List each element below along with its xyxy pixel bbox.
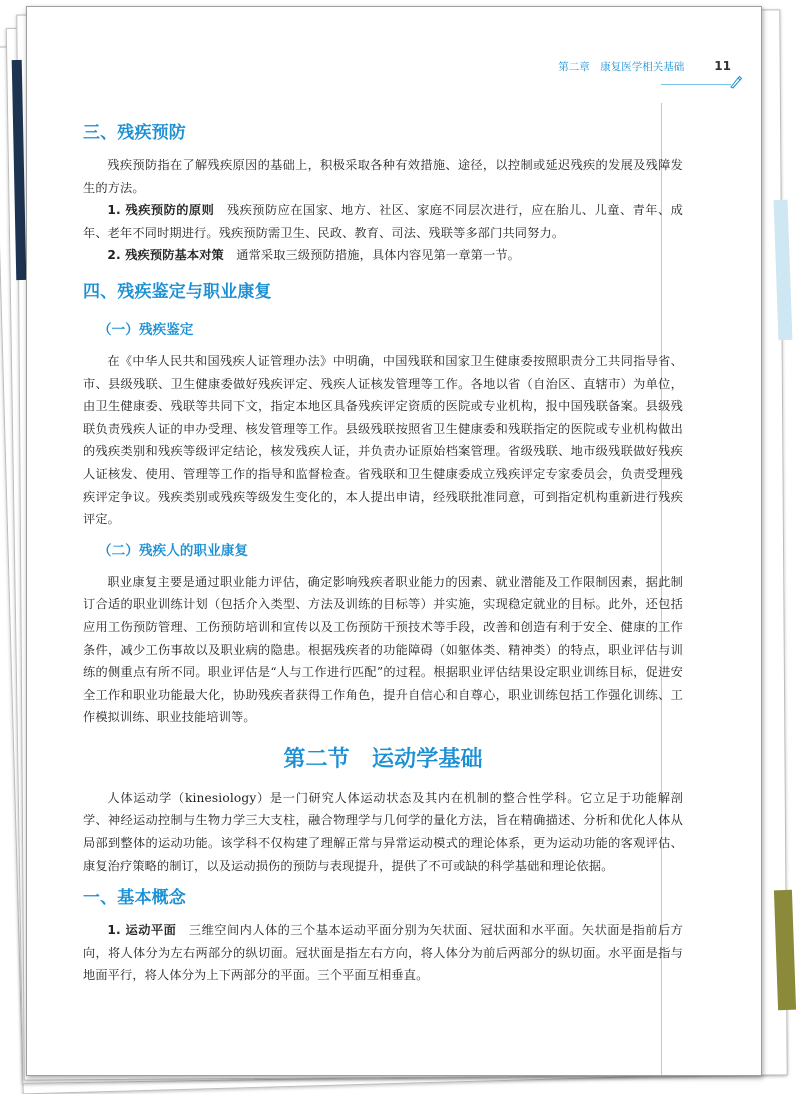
- page-number: 11: [714, 59, 731, 73]
- text-prevention-principles: 残疾预防应在国家、地方、社区、家庭不同层次进行，应在胎儿、儿童、青年、成年、老年不同时期进行。残疾预防需卫生、民政、教育、司法、残联等多部门共同努力。: [83, 203, 683, 240]
- lead-prevention-principles: 1. 残疾预防的原则: [107, 203, 215, 218]
- paragraph-disability-assessment: 在《中华人民共和国残疾人证管理办法》中明确，中国残联和国家卫生健康委按照职责分工共同指导省、市、县级残联、卫生健康委做好残疾评定、残疾人证核发管理等工作。各地以省（自治区、直辖市）为单位，由卫生健康委、残联等共同下文，指定本地区具备残疾评定资质的医院或专业机构，报中国残联备案。县级残联负责残疾人证的申办受理、核发管理等工作。县级残联按照省卫生健康委和残联指定的医院或专业机构做出的残疾类别和残疾等级评定结论，核发残疾人证，并负责办证原始档案管理。省级残联、地市级残联做好残疾人证核发、使用、管理等工作的指导和监督检查。省残联和卫生健康委成立残疾评定专家委员会，负责受理残疾评定争议。残疾类别或残疾等级发生变化的，本人提出申请，经残联批准同意，可到指定机构重新进行残疾评定。: [83, 353, 683, 527]
- heading-disability-prevention: 三、残疾预防: [83, 123, 186, 143]
- running-head: [558, 59, 731, 74]
- paragraph-vocational-rehab: 职业康复主要是通过职业能力评估，确定影响残疾者职业能力的因素、就业潜能及工作限制因素，据此制订合适的职业训练计划（包括介入类型、方法及训练的目标等）并实施，实现稳定就业的目标。此外，还包括应用工伤预防管理、工伤预防培训和宣传以及工伤预防干预技术等手段，改善和创造有利于安全、健康的工作条件，减少工伤事故以及职业病的隐患。根据残疾者的功能障碍（如躯体类、精神类）的特点，职业评估与训练的侧重点有所不同。职业评估是“人与工作进行匹配”的过程。根据职业评估结果设定职业训练目标，促进安全工作和职业功能最大化，协助残疾者获得工作角色，提升自信心和自尊心，职业训练包括工作强化训练、工作模拟训练、职业技能培训等。: [83, 574, 683, 725]
- lead-prevention-measures: 2. 残疾预防基本对策: [107, 248, 224, 263]
- lead-motion-planes: 1. 运动平面: [107, 923, 177, 938]
- paragraph-motion-planes: [83, 919, 683, 987]
- text-prevention-measures: 通常采取三级预防措施，具体内容见第一章第一节。: [223, 248, 521, 263]
- heading-basic-concepts: 一、基本概念: [83, 888, 186, 909]
- paragraph-prevention-principles: [83, 199, 683, 244]
- pen-icon: [729, 75, 743, 89]
- page-body: [83, 119, 683, 987]
- heading-assessment-vocational: 四、残疾鉴定与职业康复: [83, 281, 272, 302]
- paragraph-prevention-intro: 残疾预防指在了解残疾原因的基础上，积极采取各种有效措施、途径，以控制或延迟残疾的发展及残障发生的方法。: [83, 158, 683, 195]
- book-page: [26, 6, 762, 1076]
- paragraph-kinesiology-intro: 人体运动学（kinesiology）是一门研究人体运动状态及其内在机制的整合性学科。它立足于功能解剖学、神经运动控制与生物力学三大支柱，融合物理学与几何学的量化方法，旨在精确描述、分析和优化人体从局部到整体的运动功能。该学科不仅构建了理解正常与异常运动模式的理论体系，更为运动功能的客观评估、康复治疗策略的制订，以及运动损伤的预防与表现提升，提供了不可或缺的科学基础和理论依据。: [83, 790, 683, 873]
- paragraph-prevention-measures: [83, 244, 683, 267]
- subheading-vocational-rehab: （二）残疾人的职业康复: [98, 542, 249, 559]
- running-head-chapter: 第二章 康复医学相关基础: [558, 61, 685, 73]
- section-title-kinesiology: 第二节 运动学基础: [283, 746, 483, 772]
- subheading-disability-assessment: （一）残疾鉴定: [98, 321, 194, 338]
- text-motion-planes: 三维空间内人体的三个基本运动平面分别为矢状面、冠状面和水平面。矢状面是指前后方向，将人体分为左右两部分的纵切面。冠状面是指左右方向，将人体分为前后两部分的纵切面。水平面是指与地面平行，将人体分为上下两部分的平面。三个平面互相垂直。: [83, 923, 684, 983]
- back-page-edge-olive: [774, 890, 796, 1011]
- header-rule: [661, 84, 731, 85]
